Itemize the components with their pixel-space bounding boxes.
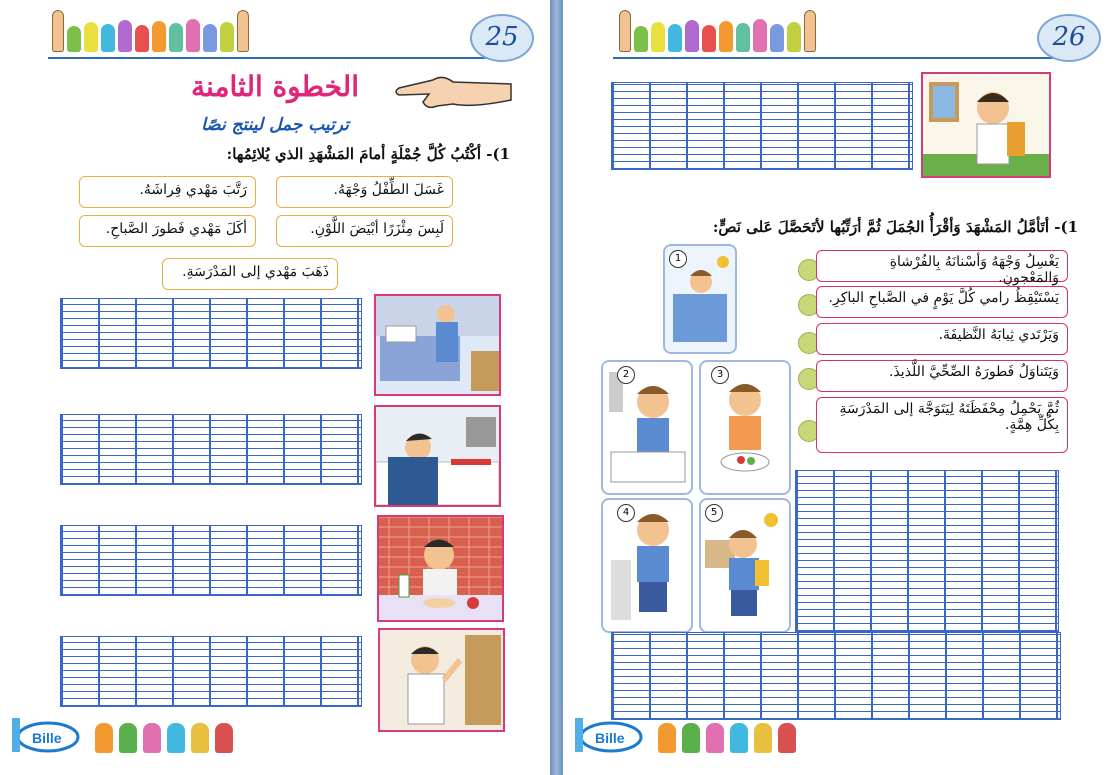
subtitle: ترتيب جمل لينتج نصًا — [201, 115, 349, 135]
step-title: الخطوة الثامنة — [191, 70, 359, 103]
writing-grid[interactable] — [60, 525, 362, 596]
right-page — [563, 0, 1113, 775]
sentence-box: أكَلَ مَهْدي فَطورَ الصَّباحِ. — [79, 215, 256, 247]
scene-panel-dressing: 4 — [601, 498, 693, 633]
sentence-box: لَبِسَ مِئْزَرًا أبْيَضَ اللَّوْنِ. — [276, 215, 453, 247]
bille-logo — [573, 713, 643, 755]
header-characters — [52, 10, 249, 52]
writing-grid[interactable] — [60, 298, 362, 369]
scene-panel-brushing: 2 — [601, 360, 693, 495]
pointing-hand-icon — [393, 70, 513, 115]
scene-panel-school: 5 — [699, 498, 791, 633]
footer-children — [95, 723, 233, 753]
svg-text:Bille: Bille — [595, 730, 625, 746]
scene-getting-dressed — [378, 628, 505, 732]
footer-children — [658, 723, 796, 753]
left-page — [0, 0, 550, 775]
writing-grid[interactable] — [60, 414, 362, 485]
instruction: 1)- أكْتُبُ كُلَّ جُمْلَةٍ أمامَ المَشْهَدِ الذي يُلائِمُها: — [226, 145, 510, 163]
sentence-box: غَسَلَ الطِّفْلُ وَجْهَهُ. — [276, 176, 453, 208]
scene-making-bed — [374, 294, 501, 396]
writing-grid[interactable] — [60, 636, 362, 707]
bille-logo — [10, 713, 80, 755]
sentence-box: رَتَّبَ مَهْدي فِراشَهُ. — [79, 176, 256, 208]
page-number: 26 — [1037, 14, 1101, 62]
writing-grid[interactable] — [611, 82, 913, 170]
scene-panel-waking: 1 — [663, 244, 737, 354]
header-line — [48, 57, 508, 59]
writing-grid[interactable] — [795, 470, 1059, 632]
sentence-card: يَسْتَيْقِظُ رامي كُلَّ يَوْمٍ في الصَّباحِ الباكِرِ. — [816, 286, 1068, 318]
header-characters — [619, 10, 816, 52]
sentence-card: وَيَتَناوَلُ فَطورَهُ الصِّحِّيَّ اللَّذيذَ. — [816, 360, 1068, 392]
sentence-box: ذَهَبَ مَهْدي إلى المَدْرَسَةِ. — [162, 258, 338, 290]
header-line — [613, 57, 1073, 59]
scene-washing-face — [374, 405, 501, 507]
writing-grid[interactable] — [611, 632, 1061, 720]
sentence-card: يَغْسِلُ وَجْهَهُ وَأسْنانَهُ بِالفُرْشاةِ وَالمَعْجونِ. — [816, 250, 1068, 282]
sentence-card: ثُمَّ يَحْمِلُ مِحْفَظَتَهُ لِيَتَوَجَّهَ إلى المَدْرَسَةِ بِكُلِّ هِمَّةٍ. — [816, 397, 1068, 453]
sentence-card: وَيَرْتَدي ثِيابَهُ النَّظيفَةَ. — [816, 323, 1068, 355]
scene-breakfast — [377, 515, 504, 622]
scene-boy-school-bag — [921, 72, 1051, 178]
scene-panel-eating: 3 — [699, 360, 791, 495]
page-number: 25 — [470, 14, 534, 62]
book-gutter — [550, 0, 563, 775]
instruction: 1)- أتَأمَّلُ المَشْهَدَ وَأقْرَأُ الجُمَلَ ثُمَّ أرَتِّبُها لأتَحَصَّلَ عَلى نَصٍّ: — [712, 218, 1078, 236]
svg-text:Bille: Bille — [32, 730, 62, 746]
